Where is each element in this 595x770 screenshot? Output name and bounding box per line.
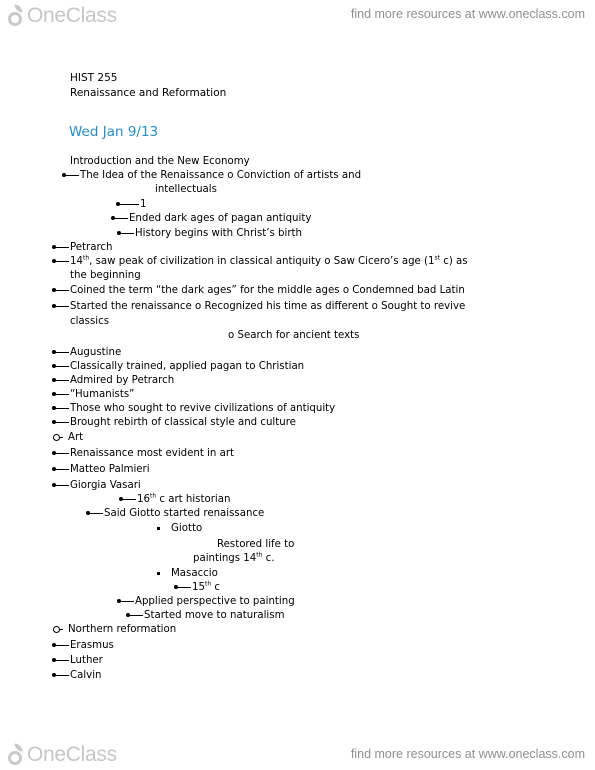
arrow-bullet-icon [53, 394, 69, 395]
arrow-bullet-icon [118, 233, 134, 234]
lecture-date: Wed Jan 9/13 [69, 124, 159, 140]
square-bullet-icon [157, 527, 160, 530]
arrow-bullet-icon [53, 660, 69, 661]
note-line: Matteo Palmieri [53, 465, 150, 475]
note-line: Giorgia Vasari [53, 481, 141, 491]
note-line: Introduction and the New Economy [70, 156, 250, 167]
arrow-bullet-icon [175, 587, 191, 588]
arrow-bullet-icon [53, 247, 69, 248]
course-code: HIST 255 [70, 72, 118, 84]
note-line: Applied perspective to painting [118, 597, 295, 607]
note-line: intellectuals [155, 184, 217, 195]
note-line: paintings 14th c. [193, 551, 275, 564]
arrow-bullet-icon [53, 352, 69, 353]
arrow-bullet-icon [53, 422, 69, 423]
square-bullet-icon [157, 572, 160, 575]
arrow-bullet-icon [53, 675, 69, 676]
oneclass-logo [8, 744, 117, 765]
arrow-bullet-icon [53, 453, 69, 454]
arrow-bullet-icon [112, 218, 128, 219]
arrow-bullet-icon [53, 306, 69, 307]
note-line: Started move to naturalism [127, 611, 285, 621]
oneclass-leaf-icon [8, 745, 26, 765]
note-line: 16th c art historian [120, 495, 230, 505]
note-line: 1 [117, 200, 146, 210]
note-line: Brought rebirth of classical style and culture [53, 418, 296, 428]
oneclass-logo [8, 5, 117, 26]
circle-bullet-icon [53, 626, 60, 633]
note-line: 14th, saw peak of civilization in classical antiquity o Saw Cicero’s age (1st c) as [53, 257, 468, 267]
note-line: Giotto [157, 524, 202, 534]
note-line: “Humanists” [53, 390, 134, 400]
arrow-bullet-icon [118, 601, 134, 602]
arrow-bullet-icon [53, 485, 69, 486]
brand-name: OneClass [27, 743, 117, 766]
note-line: Renaissance most evident in art [53, 449, 234, 459]
note-line: classics [70, 316, 110, 327]
arrow-bullet-icon [117, 204, 139, 205]
course-title: Renaissance and Reformation [70, 87, 227, 99]
note-line: Masaccio [157, 569, 218, 579]
note-line: Those who sought to revive civilizations of antiquity [53, 404, 335, 414]
note-line: Said Giotto started renaissance [87, 509, 264, 519]
note-line: o Search for ancient texts [228, 330, 360, 341]
arrow-bullet-icon [120, 499, 136, 500]
arrow-bullet-icon [53, 290, 69, 291]
note-line: Coined the term “the dark ages” for the middle ages o Condemned bad Latin [53, 286, 465, 296]
oneclass-leaf-icon [8, 6, 26, 26]
note-line: History begins with Christ’s birth [118, 229, 302, 239]
note-line: Ended dark ages of pagan antiquity [112, 214, 311, 224]
arrow-bullet-icon [127, 615, 143, 616]
arrow-bullet-icon [53, 380, 69, 381]
note-line: Augustine [53, 348, 121, 358]
arrow-bullet-icon [53, 366, 69, 367]
note-line: Petrarch [53, 243, 113, 253]
note-line: Started the renaissance o Recognized his time as different o Sought to revive [53, 302, 465, 312]
note-line: 15th c [175, 583, 220, 593]
header-tagline: find more resources at www.oneclass.com [350, 7, 585, 21]
arrow-bullet-icon [53, 645, 69, 646]
note-line: the beginning [70, 270, 141, 281]
note-line: Classically trained, applied pagan to Christian [53, 362, 304, 372]
note-line: Art [53, 433, 83, 443]
footer-tagline: find more resources at www.oneclass.com [350, 747, 585, 761]
brand-name: OneClass [27, 4, 117, 27]
note-line: The Idea of the Renaissance o Conviction of artists and [63, 171, 361, 181]
arrow-bullet-icon [53, 469, 69, 470]
arrow-bullet-icon [87, 513, 103, 514]
note-line: Restored life to [217, 539, 295, 550]
arrow-bullet-icon [53, 408, 69, 409]
arrow-bullet-icon [53, 261, 69, 262]
note-line: Admired by Petrarch [53, 376, 174, 386]
note-line: Northern reformation [53, 625, 176, 635]
arrow-bullet-icon [63, 175, 79, 176]
note-line: Luther [53, 656, 103, 666]
note-line: Erasmus [53, 641, 114, 651]
note-line: Calvin [53, 671, 102, 681]
circle-bullet-icon [53, 434, 60, 441]
